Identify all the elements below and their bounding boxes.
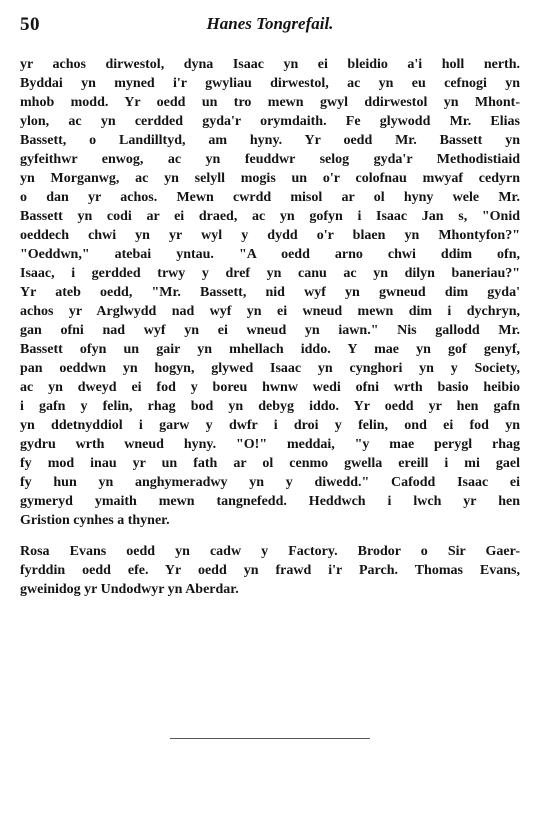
section-divider	[170, 738, 370, 739]
text-line: Bassett yn codi ar ei draed, ac yn gofyn i Isaac Jan s, "Onid	[20, 209, 520, 224]
text-line: achos yr Arglwydd nad wyf yn ei wneud mewn dim i dychryn,	[20, 304, 520, 319]
paragraph-gap	[20, 530, 520, 542]
text-line: oeddech chwi yn yr wyl y dydd o'r blaen yn Mhontyfon?"	[20, 228, 520, 243]
text-line: fy mod inau yr un fath ar ol cenmo gwella ereill i mi gael	[20, 456, 520, 471]
text-line: o dan yr achos. Mewn cwrdd misol ar ol hyny wele Mr.	[20, 190, 520, 205]
text-line: Gristion cynhes a thyner.	[20, 513, 170, 528]
text-line: Yr ateb oedd, "Mr. Bassett, nid wyf yn gwneud dim gyda'	[20, 285, 520, 300]
text-line: gan ofni nad wyf yn ei wneud yn iawn." Nis gallodd Mr.	[20, 323, 520, 338]
text-line: mhob modd. Yr oedd un tro mewn gwyl ddirwestol yn Mhont-	[20, 95, 520, 110]
body-text	[20, 55, 520, 599]
text-line: yr achos dirwestol, dyna Isaac yn ei bleidio a'i holl nerth.	[20, 57, 520, 72]
text-line: pan oeddwn yn hogyn, glywed Isaac yn cynghori yn y Society,	[20, 361, 520, 376]
text-line: gydru wrth wneud hyny. "O!" meddai, "y mae perygl rhag	[20, 437, 520, 452]
text-line: Bassett ofyn un gair yn mhellach iddo. Y mae yn gof genyf,	[20, 342, 520, 357]
text-line: fy hun yn anghymeradwy yn y diwedd." Cafodd Isaac ei	[20, 475, 520, 490]
text-line: gyfeithwr enwog, ac yn feuddwr selog gyda'r Methodistiaid	[20, 152, 520, 167]
page-number: 50	[20, 14, 40, 35]
running-title: Hanes Tongrefail.	[206, 14, 334, 33]
text-line: gymeryd ymaith mewn tangnefedd. Heddwch i lwch yr hen	[20, 494, 520, 509]
text-line: yn Morganwg, ac yn selyll mogis un o'r colofnau mwyaf cedyrn	[20, 171, 520, 186]
page-header	[20, 14, 520, 42]
text-line: Rosa Evans oedd yn cadw y Factory. Brodor o Sir Gaer-	[20, 544, 520, 559]
paragraph	[20, 55, 520, 530]
paragraph	[20, 542, 520, 599]
text-line: gweinidog yr Undodwyr yn Aberdar.	[20, 582, 239, 597]
text-line: ylon, ac yn cerdded gyda'r orymdaith. Fe glywodd Mr. Elias	[20, 114, 520, 129]
text-line: "Oeddwn," atebai yntau. "A oedd arno chwi ddim ofn,	[20, 247, 520, 262]
text-line: Bassett, o Landilltyd, am hyny. Yr oedd Mr. Bassett yn	[20, 133, 520, 148]
text-line: fyrddin oedd efe. Yr oedd yn frawd i'r Parch. Thomas Evans,	[20, 563, 520, 578]
text-line: i gafn y felin, rhag bod yn debyg iddo. Yr oedd yr hen gafn	[20, 399, 520, 414]
text-line: Byddai yn myned i'r gwyliau dirwestol, ac yn eu cefnogi yn	[20, 76, 520, 91]
text-line: Isaac, i gerdded trwy y dref yn canu ac yn dilyn baneriau?"	[20, 266, 520, 281]
text-line: ac yn dweyd ei fod y boreu hwnw wedi ofni wrth basio heibio	[20, 380, 520, 395]
text-line: yn ddetnyddiol i garw y dwfr i droi y felin, ond ei fod yn	[20, 418, 520, 433]
